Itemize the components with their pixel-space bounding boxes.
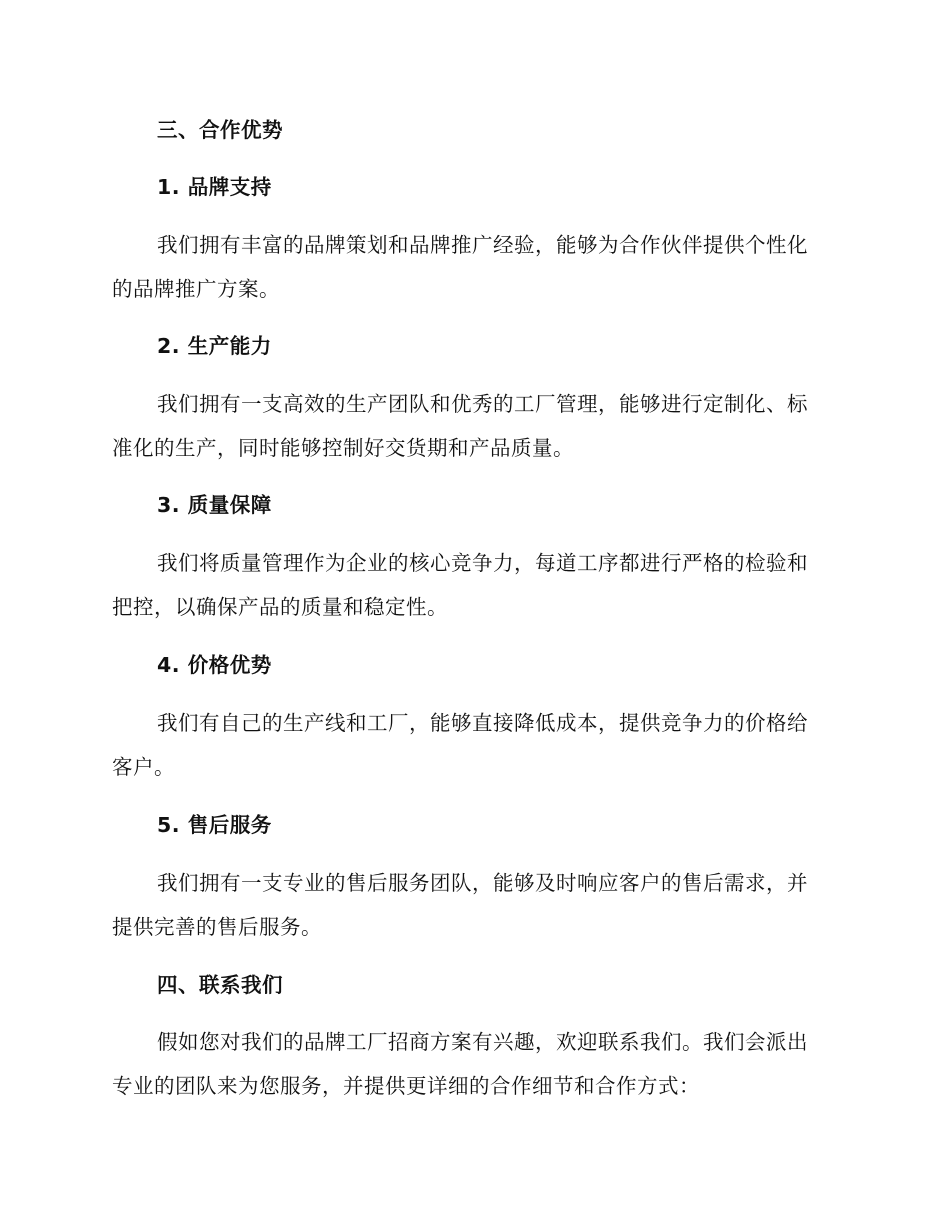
paragraph-line: 专业的团队来为您服务，并提供更详细的合作细节和合作方式： [112, 1074, 700, 1098]
paragraph-line: 我们拥有丰富的品牌策划和品牌推广经验，能够为合作伙伴提供个性化 [157, 233, 808, 257]
paragraph-line: 准化的生产，同时能够控制好交货期和产品质量。 [112, 436, 574, 460]
section-heading-contact-us: 四、联系我们 [157, 973, 283, 997]
item-heading-after-sales-service: 5. 售后服务 [157, 813, 272, 837]
paragraph-line: 我们拥有一支专业的售后服务团队，能够及时响应客户的售后需求，并 [157, 871, 808, 895]
item-heading-price-advantage: 4. 价格优势 [157, 653, 272, 677]
paragraph-line: 我们拥有一支高效的生产团队和优秀的工厂管理，能够进行定制化、标 [157, 392, 808, 416]
section-heading-cooperation-advantages: 三、合作优势 [157, 118, 283, 142]
item-heading-production-capacity: 2. 生产能力 [157, 334, 272, 358]
paragraph-line: 假如您对我们的品牌工厂招商方案有兴趣，欢迎联系我们。我们会派出 [157, 1030, 808, 1054]
paragraph-line: 把控，以确保产品的质量和稳定性。 [112, 595, 448, 619]
paragraph-line: 客户。 [112, 755, 175, 779]
paragraph-line: 的品牌推广方案。 [112, 277, 280, 301]
paragraph-line: 我们有自己的生产线和工厂，能够直接降低成本，提供竞争力的价格给 [157, 711, 808, 735]
paragraph-line: 我们将质量管理作为企业的核心竞争力，每道工序都进行严格的检验和 [157, 551, 808, 575]
item-heading-brand-support: 1. 品牌支持 [157, 175, 272, 199]
item-heading-quality-assurance: 3. 质量保障 [157, 493, 272, 517]
paragraph-line: 提供完善的售后服务。 [112, 915, 322, 939]
